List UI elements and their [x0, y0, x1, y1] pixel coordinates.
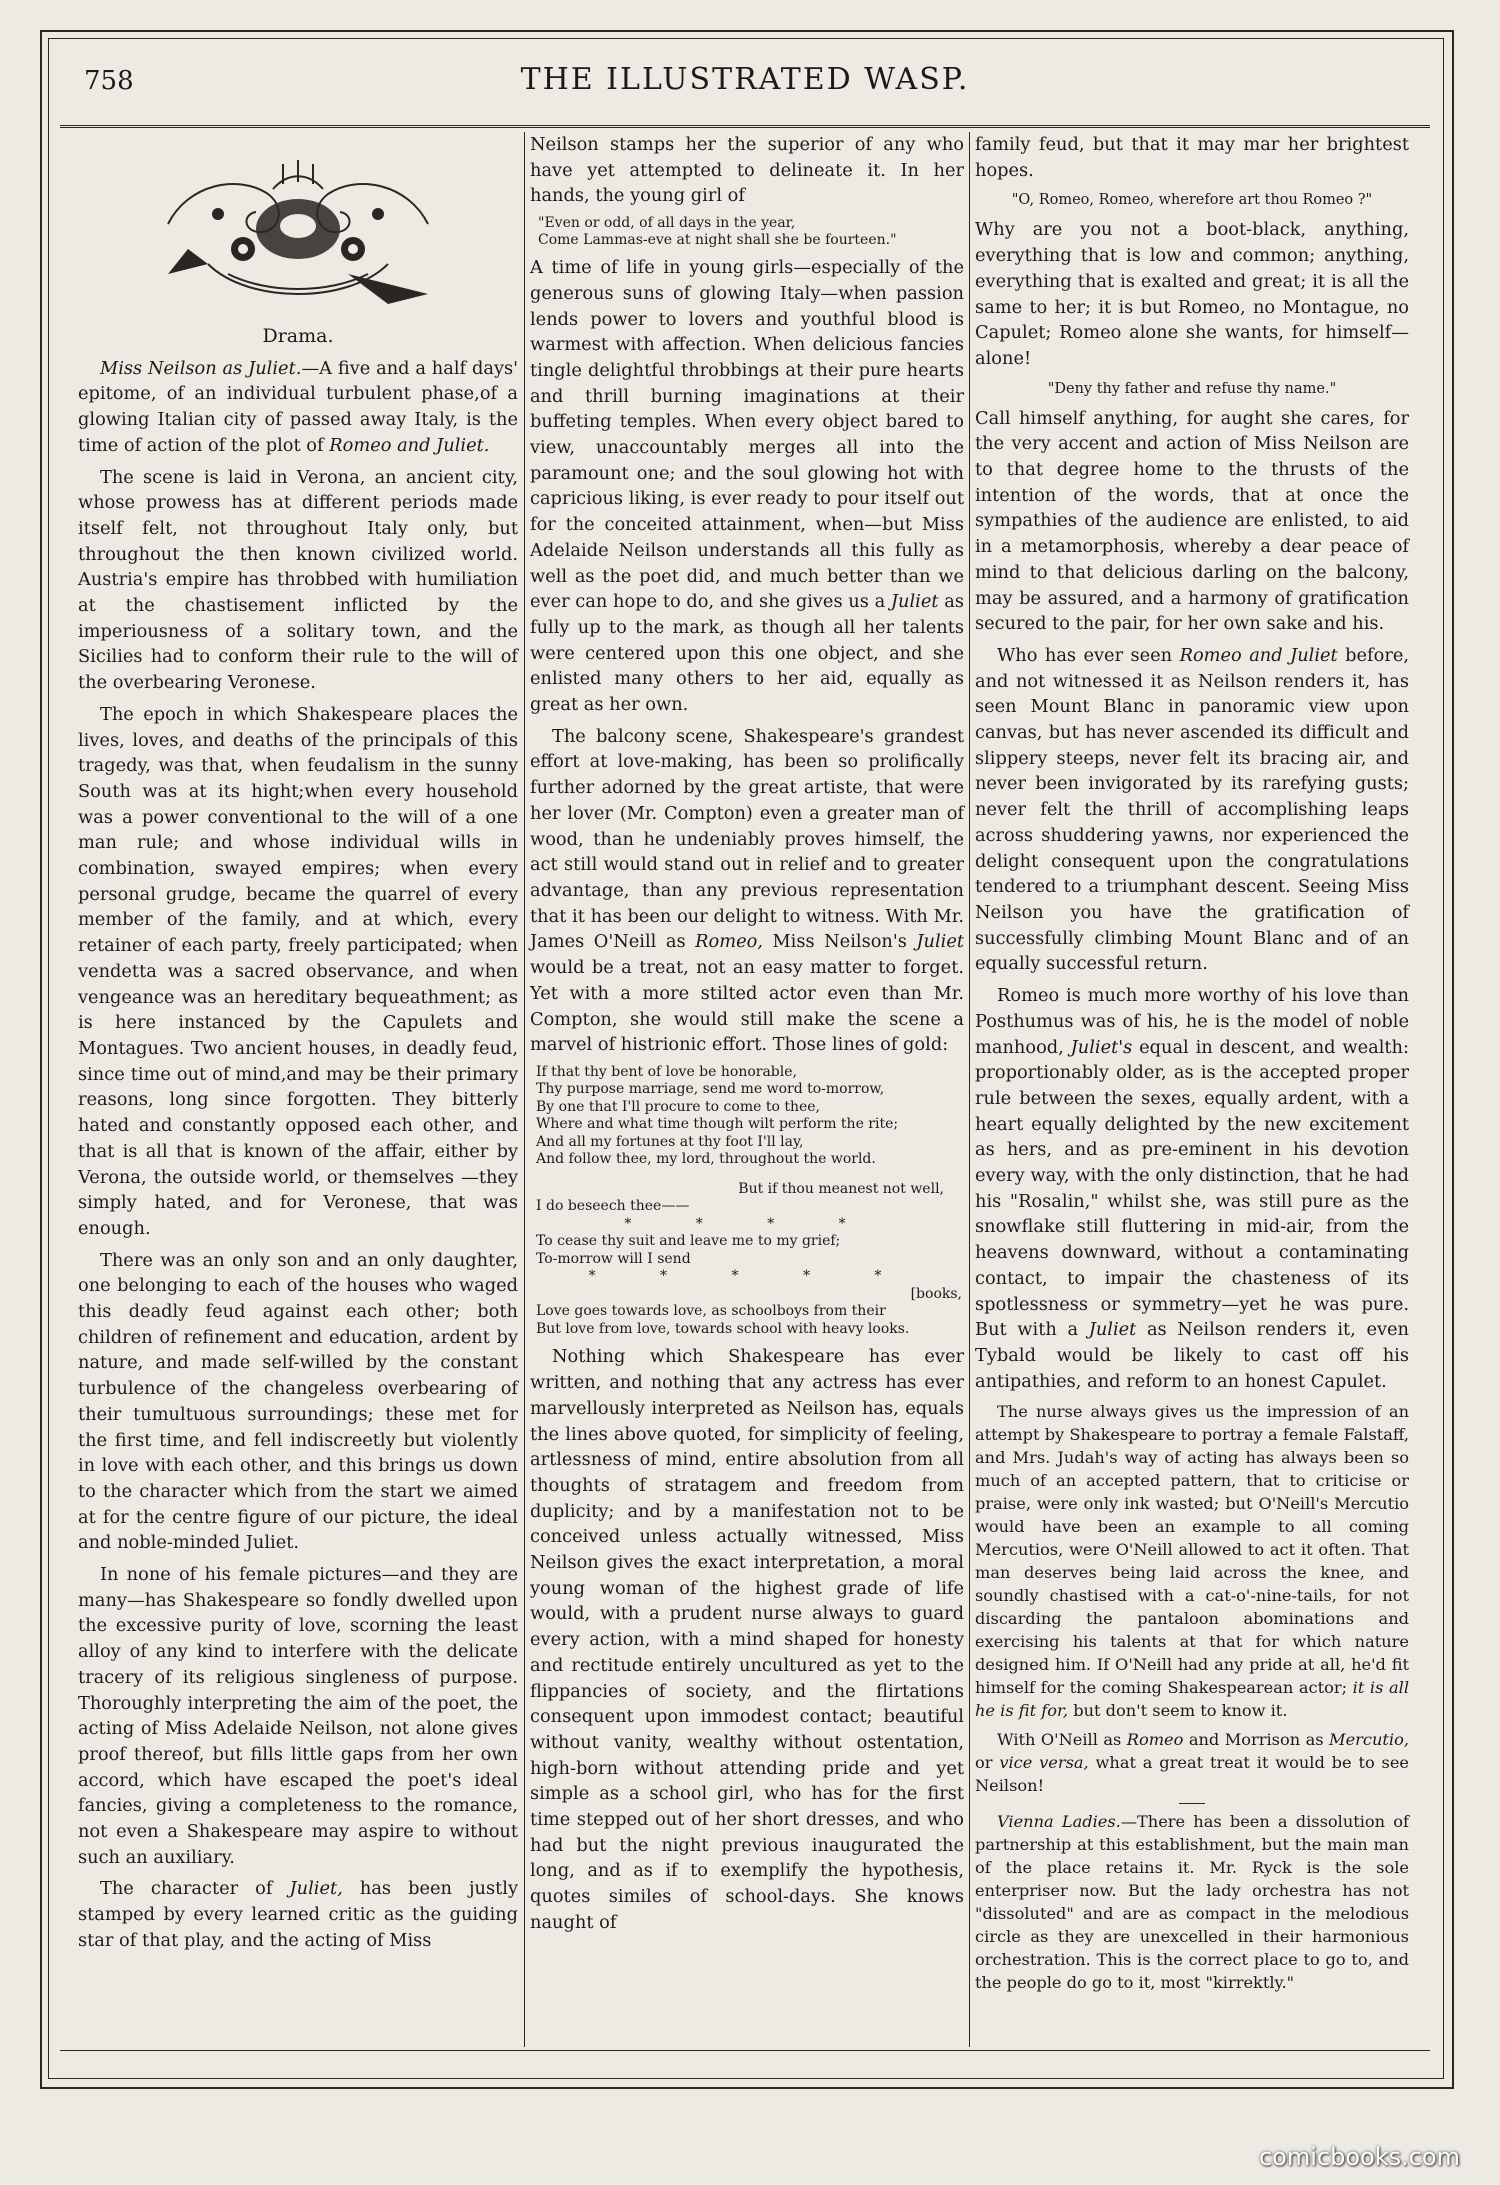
article-paragraph	[975, 1400, 1409, 1722]
section-divider	[1179, 1803, 1205, 1804]
section-title: Drama.	[262, 325, 334, 347]
article-paragraph	[975, 1810, 1409, 1994]
play-title: Romeo and Juliet.	[329, 434, 490, 456]
article-paragraph: Neilson stamps her the superior of any who have yet attempted to delineate it. In her hands, the young girl of	[530, 134, 964, 207]
article-paragraph	[530, 255, 964, 718]
article-paragraph: family feud, but that it may mar her brightest hopes.	[975, 134, 1409, 181]
paragraph-text: A time of life in young girls—especially of the generous suns of glowing Italy—when passion lends power to lovers and youthful blood is warmest with affection. When delicious fancies tingle delightful throbbings at their pure hearts and thrill burning imaginations at their buffeting temples. When every object bared to view, unaccountably merges all into the paramount one; and the soul glowing hot with capricious liking, is ever ready to pour itself out for the conceited attainment, when—but Miss Adelaide Neilson understands all this fully as well as the poet did, and much better than we ever can hope to do, and she gives us a	[530, 257, 964, 613]
paragraph-text: before, and not witnessed it as Neilson renders it, has seen Mount Blanc in panoramic view upon canvas, but has never ascended its difficult and slippery steeps, never felt its bracing air, and never been invigorated by its rarefying gusts; never felt the thrill of accomplishing leaps across shuddering yawns, nor experienced the delight consequent upon the congratulations tendered to a triumphant descent. Seeing Miss Neilson you have the gratification of successfully climbing Mount Blanc and of an equally successful return.	[975, 644, 1410, 975]
quote-line: Come Lammas-eve at night shall she be fourteen."	[538, 232, 897, 249]
paragraph-text: —There has been a dissolution of partnership at this establishment, but the main man of the place retains it. Mr. Ryck is the sole enterpriser now. But the lady orchestra has not "dissoluted" and are as compact in the melodious circle as they are unexcelled in their harmonious orchestration. This is the correct place to go to, and the people do go to it, most "kirrektly."	[975, 1812, 1409, 1993]
emphasis-text: it is all he is fit for,	[975, 1678, 1410, 1721]
verse-line: Thy purpose marriage, send me word to-morrow,	[536, 1081, 885, 1098]
article-paragraph: Nothing which Shakespeare has ever written, and nothing that any actress has ever marvellously interpreted as Neilson has, equals the lines above quoted, for simplicity of feeling, artlessness of mind, entire absolution from all thoughts of stratagem and freedom from duplicity; and by a manifestation not to be conceived unless actually witnessed, Miss Neilson gives the exact interpretation, a moral young woman of the highest grade of life would, with a prudent nurse always to guard every action, with a mind shaped for honesty and rectitude entirely uncultured as yet to the flippancies of society, and the flirtations consequent upon immodest contact; beautiful without vanity, wealthy without ostentation, high-born without attending pride and yet simple as a school girl, who has for the first time stepped out of her short dresses, and who had but the night previous inaugurated the long, and as if to exemplify the hypothesis, quotes similes of school-days. She knows naught of	[530, 1346, 964, 1933]
article-lead: Vienna Ladies.	[997, 1812, 1121, 1832]
paragraph-text: —A five and a half days' epitome, of an individual turbulent phase,of a glowing Italian city of passed away Italy, is the time of action of the plot of	[78, 357, 518, 456]
character-name: Mercutio,	[1329, 1730, 1409, 1750]
watermark-logo: comicbooks.com	[1258, 2143, 1460, 2171]
article-paragraph: There was an only son and an only daughter, one belonging to each of the houses who waged this deadly feud against each other; both children of refinement and education, ardent by nature, and made self-willed by the constant turbulence of the changeless overbearing of their tumultuous surroundings; these met for the first time, and fell indiscreetly but violently in love with each other, and this brings us down to the character which from the start we aimed at for the centre figure of our picture, the ideal and noble-minded Juliet.	[78, 1249, 518, 1554]
character-name: Romeo,	[695, 931, 763, 953]
article-paragraph: The scene is laid in Verona, an ancient city, whose prowess has at different periods made itself felt, not throughout Italy only, but throughout the then known civilized world. Austria's empire has throbbed with humiliation at the chastisement inflicted by the imperiousness of a solitary town, and the Sicilies had to conform their rule to the will of the overbearing Veronese.	[78, 466, 518, 694]
verse-line: But if thou meanest not well,	[738, 1180, 944, 1197]
character-name: Romeo	[1126, 1730, 1184, 1750]
character-name: Juliet	[890, 591, 939, 613]
paragraph-text: The balcony scene, Shakespeare's grandest effort at love-making, has been so prolifically further adorned by the great artiste, that were her lover (Mr. Compton) even a greater man of wood, than he undeniably proves himself, the act still would stand out in relief and to greater advantage, than any previous representation that it has been our delight to witness. With Mr. James O'Neill as	[530, 725, 964, 953]
character-name: Juliet	[916, 931, 964, 953]
column-1	[78, 132, 518, 1960]
verse-line: If that thy bent of love be honorable,	[536, 1063, 797, 1080]
page-header	[60, 58, 1430, 108]
paragraph-text: With O'Neill as	[997, 1730, 1127, 1750]
article-paragraph	[975, 983, 1409, 1394]
article-paragraph	[975, 1728, 1409, 1797]
page-number: 758	[84, 66, 134, 96]
quotation: "Deny thy father and refuse thy name."	[1047, 380, 1337, 397]
article-paragraph: Call himself anything, for aught she cares, for the very accent and action of Miss Neilson are to that degree home to the thrusts of the intention of the words, that at once the sympathies of the audience are enlisted, to aid in a metamorphosis, whereby a dear peace of mind to that delicious darling on the balcony, may be assured, and a harmony of gratification secured to the pair, for her own sake and his.	[975, 407, 1409, 635]
decorative-ornament-icon	[148, 154, 448, 314]
paragraph-text: as Neilson renders it, even Tybald would be likely to cast off his antipathies, and reform to an honest Capulet.	[975, 1319, 1409, 1392]
article-paragraph	[975, 643, 1409, 977]
paragraph-text: equal in descent, and wealth: proportionably older, as is the accepted proper rule between the sexes, equally ardent, with a heart equally delighted by the new excitement as hers, and as pre-eminent in his devotion every way, with the only distinction, that he had his "Rosalin," whilst she, was still pure as the snowflake still fluttering in mid-air, from the heavens downward, without a contaminating contact, to impair the chasteness of its spotlessness or symmetry—yet he was pure. But with a	[975, 1036, 1409, 1341]
verse-line: I do beseech thee——	[536, 1198, 690, 1215]
paragraph-text: or	[975, 1753, 1000, 1773]
verse-ellipsis: * * * * *	[588, 1268, 912, 1285]
article-paragraph	[78, 356, 518, 459]
character-name: Juliet,	[289, 1878, 343, 1900]
masthead-title: THE ILLUSTRATED WASP.	[520, 62, 970, 97]
paragraph-text: Who has ever seen	[997, 644, 1180, 666]
verse-line: To cease thy suit and leave me to my grief;	[536, 1233, 841, 1250]
quotation	[538, 215, 964, 249]
article-paragraph: The epoch in which Shakespeare places the lives, loves, and deaths of the principals of this tragedy, was that, when feudalism in the sunny South was at its hight;when every household was a power conventional to the will of a one man rule; and whose individual wills in combination, swayed empires; when every personal grudge, became the quarrel of every member of the family, and at which, every retainer of each party, freely participated; when vendetta was a sacred observance, and when vengeance was an hereditary bequeathment; as is here instanced by the Capulets and Montagues. Two ancient houses, in deadly feud, since time out of mind,and may be their primary reasons, long since forgotten. They bitterly hated and constantly opposed each other, and that is all that is known of the affair, either by Verona, the outside world, or themselves —they simply hated, and for Veronese, that was enough.	[78, 703, 518, 1239]
header-rule	[60, 125, 1430, 128]
play-title: Romeo and Juliet	[1179, 644, 1338, 666]
verse-line: [books,	[910, 1285, 962, 1302]
verse-line: Love goes towards love, as schoolboys from their	[536, 1303, 886, 1320]
character-name: Juliet	[1088, 1319, 1137, 1341]
character-name: Juliet's	[1070, 1036, 1133, 1058]
paragraph-text: as fully up to the mark, as though all her talents were centered upon this one object, and she enlisted many others to her aid, equally as great as her own.	[530, 591, 964, 716]
paragraph-text: would be a treat, not an easy matter to forget. Yet with a more stilted actor even than Mr. Compton, she would still make the scene a marvel of histrionic effort. Those lines of gold:	[530, 957, 964, 1056]
paragraph-text: The nurse always gives us the impression of an attempt by Shakespeare to portray a female Falstaff, and Mrs. Judah's way of acting has always been so much of an accepted pattern, that to criticise or praise, were only ink wasted; but O'Neill's Mercutio would have been an example to all coming Mercutios, were O'Neill allowed to act it often. That man deserves being laid across the knee, and soundly chastised with a cat-o'-nine-tails, for not discarding the pantaloon abominations and exercising his talents at that for which nature designed him. If O'Neill had any pride at all, he'd fit himself for the coming Shakespearean actor;	[975, 1402, 1409, 1698]
verse-line: Where and what time though wilt perform the rite;	[536, 1116, 899, 1133]
verse-block	[536, 1064, 964, 1339]
paragraph-text: but don't seem to know it.	[1068, 1701, 1288, 1721]
article-paragraph: Why are you not a boot-black, anything, everything that is low and common; anything, everything that is exalted and great; it is all the same to her; it is but Romeo, no Montague, no Capulet; Romeo alone she wants, for himself—alone!	[975, 219, 1409, 369]
column-divider	[524, 132, 525, 2047]
paragraph-text: Miss Neilson's	[762, 931, 917, 953]
paragraph-text: The character of	[100, 1878, 290, 1900]
quote-line: "Even or odd, of all days in the year,	[538, 215, 796, 232]
bottom-rule	[60, 2050, 1430, 2051]
paragraph-text: what a great treat it would be to see Neilson!	[975, 1753, 1409, 1796]
emphasis-text: vice versa,	[999, 1753, 1089, 1773]
verse-ellipsis: * * * *	[624, 1215, 876, 1232]
article-paragraph: In none of his female pictures—and they are many—has Shakespeare so fondly dwelled upon the excessive purity of love, scorning the least alloy of any kind to interfere with the delicate tracery of its religious singleness of purpose. Thoroughly interpreting the aim of the poet, the acting of Miss Adelaide Neilson, not alone gives proof thereof, but fills little gaps from her own accord, which have escaped the poet's ideal fancies, giving a completeness to the romance, not even a Shakespeare may aspire to without such an auxiliary.	[78, 1564, 518, 1868]
article-paragraph	[78, 1876, 518, 1953]
column-2	[530, 132, 964, 1942]
verse-line: And all my fortunes at thy foot I'll lay,	[536, 1133, 804, 1150]
verse-line: But love from love, towards school with heavy looks.	[536, 1320, 910, 1337]
verse-line: To-morrow will I send	[536, 1250, 691, 1267]
column-divider	[969, 132, 970, 2047]
column-3	[975, 132, 1409, 2000]
paragraph-text: Romeo is much more worthy of his love than Posthumus was of his, he is the model of noble manhood,	[975, 985, 1409, 1058]
paragraph-text: has been justly stamped by every learned critic as the guiding star of that play, and the acting of Miss	[78, 1878, 518, 1951]
verse-line: By one that I'll procure to come to thee,	[536, 1098, 820, 1115]
verse-line: And follow thee, my lord, throughout the world.	[536, 1151, 876, 1168]
article-lead: Miss Neilson as Juliet.	[100, 357, 302, 379]
article-paragraph	[530, 724, 964, 1058]
quotation: "O, Romeo, Romeo, wherefore art thou Romeo ?"	[1011, 192, 1373, 209]
paragraph-text: and Morrison as	[1183, 1730, 1330, 1750]
